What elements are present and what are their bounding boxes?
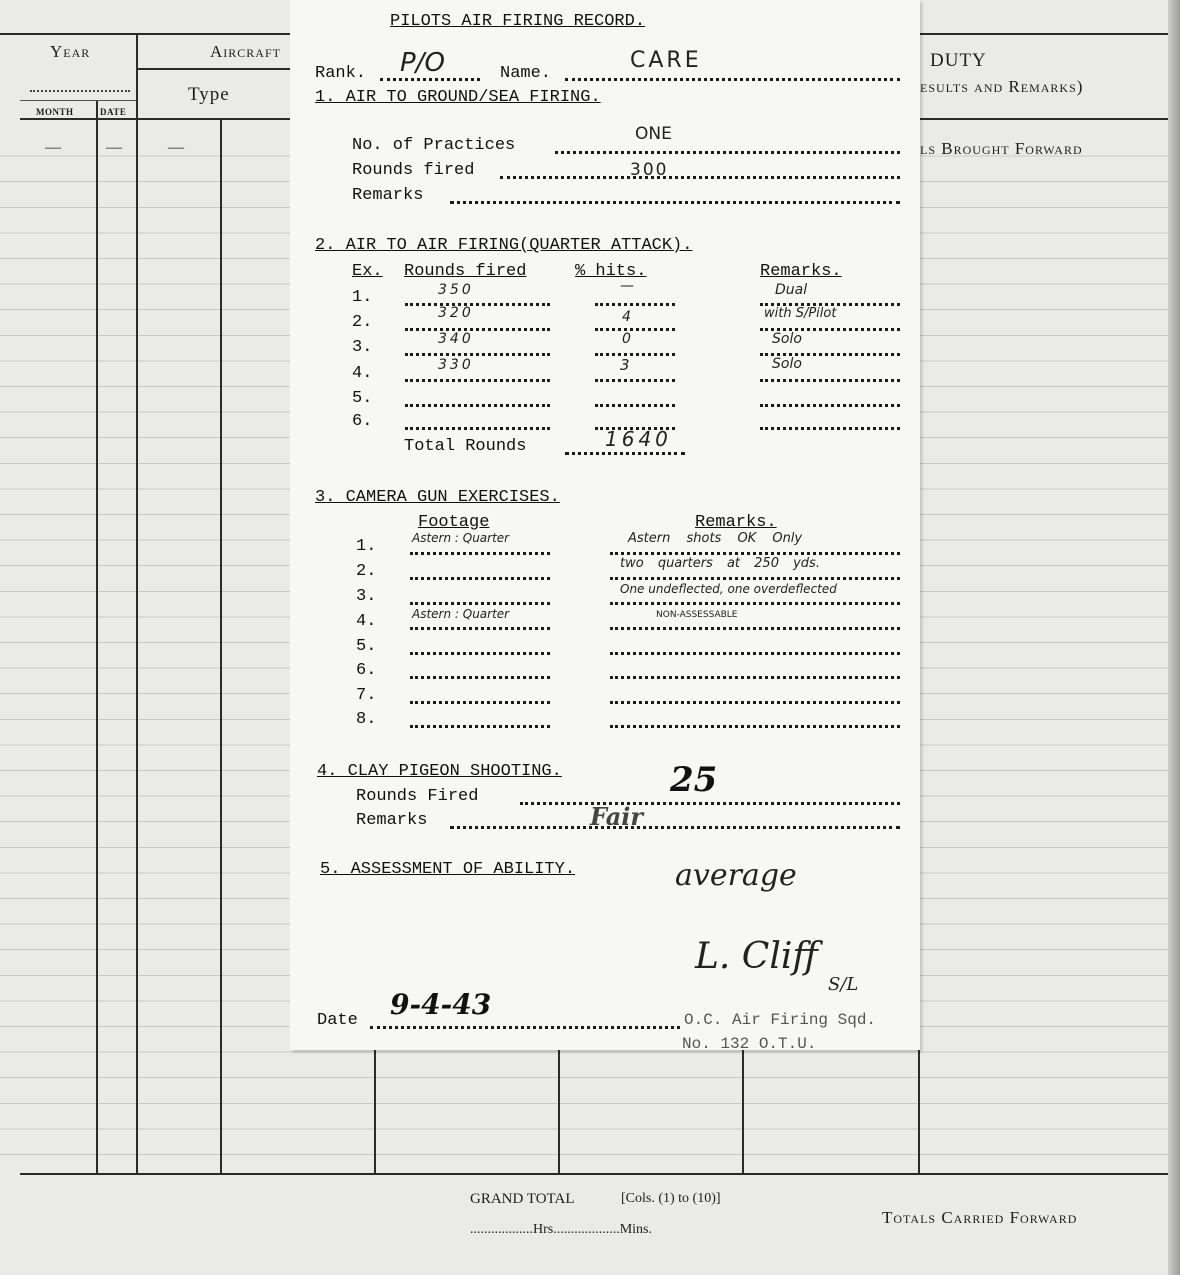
s4-remarks-label: Remarks	[356, 811, 428, 830]
air-firing-record-slip	[290, 0, 920, 1050]
s1-practices-label: No. of Practices	[352, 136, 516, 155]
date-value: 9-4-43	[390, 988, 492, 1021]
s3-row-number: 2.	[356, 562, 377, 581]
s2-row-hits: 0	[622, 331, 631, 347]
rank-label: Rank.	[315, 64, 367, 83]
oc-unit-line: No. 132 O.T.U.	[682, 1035, 817, 1053]
month-header: MONTH	[36, 107, 74, 117]
s3-row-footage-dots	[410, 652, 550, 655]
s2-row-hits-dots	[595, 379, 675, 382]
s3-row-remarks-dots	[610, 577, 900, 580]
s2-row-hits: —	[620, 278, 634, 294]
name-label: Name.	[500, 64, 552, 83]
s2-row-rounds-dots	[405, 427, 550, 430]
s4-rounds-label: Rounds Fired	[356, 787, 479, 806]
type-header: Type	[188, 84, 230, 105]
s3-row-number: 8.	[356, 710, 377, 729]
s2-row-rounds-dots	[405, 379, 550, 382]
s2-row-rounds: 340	[438, 331, 474, 347]
s5-heading: 5. ASSESSMENT OF ABILITY.	[320, 860, 576, 879]
s2-row-hits-dots	[595, 328, 675, 331]
s3-row-number: 7.	[356, 686, 377, 705]
s3-row-number: 3.	[356, 587, 377, 606]
s3-row-remarks-dots	[610, 652, 900, 655]
s2-row-number: 2.	[352, 313, 373, 332]
s2-total-value: 1640	[605, 427, 672, 451]
col-divider-type	[220, 118, 222, 1173]
s2-row-hits-dots	[595, 353, 675, 356]
s1-heading: 1. AIR TO GROUND/SEA FIRING.	[315, 88, 601, 107]
s2-row-hits-dots	[595, 303, 675, 306]
s3-row-remarks: two quarters at 250 yds.	[620, 556, 820, 571]
name-value: CARE	[630, 48, 702, 73]
s3-row-footage-dots	[410, 552, 550, 555]
s3-row-remarks: Astern shots OK Only	[628, 531, 803, 546]
brought-forward-label: ls Brought Forward	[920, 139, 1083, 158]
s2-row-remarks-dots	[760, 427, 900, 430]
s2-total-label: Total Rounds	[404, 437, 527, 456]
results-header: esults and Remarks)	[920, 77, 1084, 96]
s3-row-footage-dots	[410, 725, 550, 728]
rank-dots	[380, 78, 480, 81]
s2-col-ex: Ex.	[352, 262, 383, 281]
date-dots	[370, 1026, 680, 1029]
s3-row-number: 5.	[356, 637, 377, 656]
s4-remarks-value: Fair	[590, 802, 644, 831]
s3-row-remarks-dots	[610, 676, 900, 679]
col-divider-b	[558, 1040, 560, 1173]
date-label: Date	[317, 1011, 358, 1030]
name-dots	[565, 78, 900, 81]
s2-row-rounds: 320	[438, 305, 474, 321]
col-divider-a	[374, 1040, 376, 1173]
s1-remarks-label: Remarks	[352, 186, 424, 205]
s2-row-rounds-dots	[405, 404, 550, 407]
s3-row-footage-dots	[410, 577, 550, 580]
s2-row-rounds: 350	[438, 282, 474, 298]
grand-total-label: GRAND TOTAL	[470, 1191, 575, 1207]
year-dotted-rule	[30, 90, 130, 92]
s2-row-rounds-dots	[405, 353, 550, 356]
s2-row-remarks: Dual	[775, 282, 808, 298]
s2-row-remarks: Solo	[772, 356, 802, 372]
s3-row-footage: Astern : Quarter	[412, 607, 510, 621]
s2-row-number: 6.	[352, 412, 373, 431]
s2-row-hits-dots	[595, 404, 675, 407]
duty-header: DUTY	[930, 50, 987, 71]
s5-value: average	[675, 858, 797, 893]
col-divider-c	[742, 1040, 744, 1173]
s1-rounds-dots	[500, 176, 900, 179]
officer-signature: L. Cliff	[695, 936, 818, 977]
s2-row-rounds: 330	[438, 357, 474, 373]
s3-col-remarks: Remarks.	[695, 513, 777, 532]
s1-rounds-label: Rounds fired	[352, 161, 475, 180]
s2-total-dots	[565, 452, 685, 455]
s3-row-footage: Astern : Quarter	[412, 531, 510, 545]
dash-type: —	[168, 139, 184, 156]
s4-heading: 4. CLAY PIGEON SHOOTING.	[317, 762, 562, 781]
s1-practices-dots	[555, 151, 900, 154]
s3-row-footage-dots	[410, 701, 550, 704]
s2-row-number: 1.	[352, 288, 373, 307]
col-divider-date	[96, 100, 98, 1173]
s2-row-number: 5.	[352, 389, 373, 408]
s3-row-footage-dots	[410, 627, 550, 630]
footer-rule	[20, 1173, 1170, 1175]
s2-row-remarks: Solo	[772, 331, 802, 347]
s2-col-remarks: Remarks.	[760, 262, 842, 281]
s2-row-hits: 3	[620, 356, 630, 374]
carried-forward-label: Totals Carried Forward	[882, 1208, 1078, 1227]
s4-rounds-value: 25	[670, 760, 718, 800]
s3-row-footage-dots	[410, 676, 550, 679]
s3-row-remarks-dots	[610, 725, 900, 728]
s3-row-remarks-dots	[610, 627, 900, 630]
s2-row-number: 3.	[352, 338, 373, 357]
slip-title: PILOTS AIR FIRING RECORD.	[390, 12, 646, 31]
s2-row-remarks-dots	[760, 379, 900, 382]
s2-heading: 2. AIR TO AIR FIRING(QUARTER ATTACK).	[315, 236, 693, 255]
s3-heading: 3. CAMERA GUN EXERCISES.	[315, 488, 560, 507]
date-header: DATE	[100, 107, 127, 117]
s3-row-remarks: NON-ASSESSABLE	[656, 610, 738, 620]
s3-row-number: 4.	[356, 612, 377, 631]
dash-month: —	[45, 139, 61, 156]
s3-row-remarks-dots	[610, 701, 900, 704]
s2-row-remarks: with S/Pilot	[764, 306, 837, 321]
s1-practices-value: ONE	[635, 124, 672, 144]
s3-row-footage-dots	[410, 602, 550, 605]
s2-row-number: 4.	[352, 364, 373, 383]
hrs-mins-line: ..................Hrs...................Mins.	[470, 1222, 653, 1237]
s4-remarks-dots	[450, 826, 900, 829]
s3-row-remarks: One undeflected, one overdeflected	[620, 582, 837, 596]
s3-row-remarks-dots	[610, 552, 900, 555]
rank-value: P/O	[400, 48, 445, 78]
aircraft-sub-rule	[137, 68, 297, 70]
dash-date: —	[106, 139, 122, 156]
s2-row-rounds-dots	[405, 303, 550, 306]
s2-row-rounds-dots	[405, 328, 550, 331]
aircraft-header: Aircraft	[210, 42, 281, 61]
officer-signature-rank: S/L	[828, 974, 859, 995]
col-divider-year	[136, 33, 138, 1173]
s3-row-number: 6.	[356, 661, 377, 680]
cols-label: [Cols. (1) to (10)]	[621, 1191, 721, 1206]
s4-rounds-dots	[520, 802, 900, 805]
s2-row-hits: 4	[622, 309, 631, 325]
s3-col-footage: Footage	[418, 513, 490, 532]
year-header: Year	[50, 42, 91, 61]
oc-title-line: O.C. Air Firing Sqd.	[684, 1011, 877, 1029]
s2-col-hits: % hits.	[575, 262, 647, 281]
s1-rounds-value: 300	[630, 160, 669, 180]
s3-row-number: 1.	[356, 537, 377, 556]
month-date-rule	[20, 100, 136, 101]
s2-col-rounds: Rounds fired	[404, 262, 527, 281]
s2-row-remarks-dots	[760, 404, 900, 407]
s1-remarks-dots	[450, 201, 900, 204]
s3-row-remarks-dots	[610, 602, 900, 605]
book-spine-shadow	[1168, 0, 1180, 1275]
